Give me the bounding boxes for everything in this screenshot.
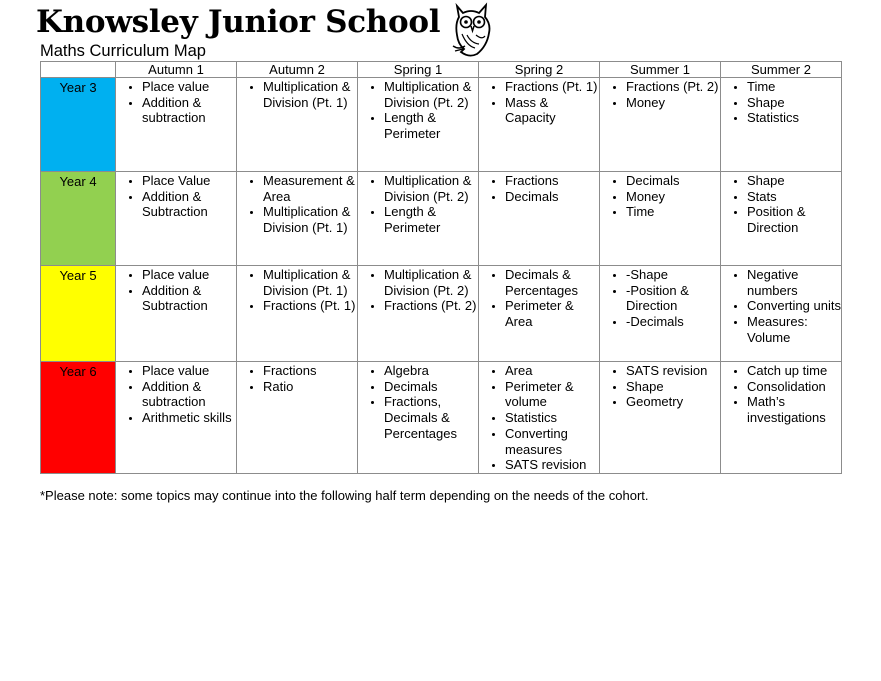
column-header: Spring 1 [358,62,479,78]
column-header [41,62,116,78]
term-cell [600,78,721,172]
term-cell [600,172,721,266]
topic-item: • SATS revision [505,457,599,473]
topic-item: • Math’s investigations [747,394,841,425]
topic-list [600,172,720,220]
topic-item: • -Shape [626,267,720,283]
topic-item: • Money [626,95,720,111]
term-cell [358,266,479,362]
topic-item: • Geometry [626,394,720,410]
topic-item: • Decimals [626,173,720,189]
topic-list [600,266,720,330]
page-subtitle: Maths Curriculum Map [40,42,206,60]
topic-list [479,78,599,126]
topic-list [721,172,841,236]
topic-item: • -Decimals [626,314,720,330]
topic-list [358,266,478,314]
topic-item: • Consolidation [747,379,841,395]
topic-item: • Multiplication & Division (Pt. 2) [384,173,478,204]
topic-item: • Algebra [384,363,478,379]
term-cell [721,362,842,474]
topic-list [116,266,236,314]
year-cell: Year 5 [41,266,116,362]
topic-list [479,266,599,330]
topic-item: • Fractions [505,173,599,189]
year-cell: Year 3 [41,78,116,172]
topic-item: • Area [505,363,599,379]
term-cell [721,172,842,266]
term-cell [600,266,721,362]
topic-list [358,362,478,442]
topic-item: • Catch up time [747,363,841,379]
term-cell [600,362,721,474]
term-cell [237,78,358,172]
topic-item: • Measurement & Area [263,173,357,204]
topic-list [600,362,720,410]
term-cell [479,362,600,474]
topic-list [721,266,841,346]
topic-item: • Place value [142,267,236,283]
year-cell: Year 4 [41,172,116,266]
topic-item: • Perimeter & Area [505,298,599,329]
table-row [41,78,842,172]
topic-list [358,172,478,236]
topic-item: • Addition & Subtraction [142,189,236,220]
term-cell [358,172,479,266]
term-cell [116,362,237,474]
topic-item: • Mass & Capacity [505,95,599,126]
year-cell: Year 6 [41,362,116,474]
topic-item: • Fractions [263,363,357,379]
topic-item: • Fractions (Pt. 2) [626,79,720,95]
topic-item: • Decimals [505,189,599,205]
topic-item: • Position & Direction [747,204,841,235]
topic-item: • Shape [747,173,841,189]
topic-list [237,172,357,236]
page-header [36,2,506,62]
term-cell [479,266,600,362]
topic-list [479,362,599,473]
topic-list [721,362,841,426]
curriculum-table [40,61,842,474]
topic-item: • Statistics [505,410,599,426]
topic-item: • Fractions (Pt. 2) [384,298,478,314]
term-cell [358,362,479,474]
topic-item: • Place value [142,363,236,379]
topic-item: • Decimals [384,379,478,395]
term-cell [721,78,842,172]
topic-list [479,172,599,204]
topic-item: • Addition & subtraction [142,95,236,126]
term-cell [479,78,600,172]
topic-item: • Shape [747,95,841,111]
table-row [41,172,842,266]
topic-item: • Place value [142,79,236,95]
topic-item: • Statistics [747,110,841,126]
topic-item: • Length & Perimeter [384,110,478,141]
topic-item: • Multiplication & Division (Pt. 1) [263,267,357,298]
term-cell [358,78,479,172]
topic-item: • Shape [626,379,720,395]
term-cell [237,266,358,362]
topic-list [237,266,357,314]
topic-item: • Addition & Subtraction [142,283,236,314]
topic-item: • Multiplication & Division (Pt. 2) [384,79,478,110]
topic-item: • Multiplication & Division (Pt. 1) [263,79,357,110]
column-header: Spring 2 [479,62,600,78]
term-cell [479,172,600,266]
topic-item: • SATS revision [626,363,720,379]
topic-item: • Arithmetic skills [142,410,236,426]
topic-list [358,78,478,142]
topic-item: • Converting measures [505,426,599,457]
table-row [41,266,842,362]
column-header: Summer 1 [600,62,721,78]
topic-item: • Time [626,204,720,220]
term-cell [721,266,842,362]
topic-list [237,78,357,110]
topic-list [116,362,236,426]
header-row [41,62,842,78]
footnote: *Please note: some topics may continue into the following half term depending on the needs of the cohort. [40,488,649,503]
topic-item: • Fractions, Decimals & Percentages [384,394,478,441]
term-cell [237,362,358,474]
column-header: Autumn 2 [237,62,358,78]
topic-item: • Perimeter & volume [505,379,599,410]
term-cell [237,172,358,266]
topic-item: • Converting units [747,298,841,314]
term-cell [116,266,237,362]
topic-item: • Decimals & Percentages [505,267,599,298]
table-row [41,362,842,474]
topic-item: • Ratio [263,379,357,395]
topic-item: • Length & Perimeter [384,204,478,235]
topic-item: • Multiplication & Division (Pt. 2) [384,267,478,298]
term-cell [116,78,237,172]
school-name: Knowsley Junior School [36,4,441,40]
topic-item: • Measures: Volume [747,314,841,345]
column-header: Summer 2 [721,62,842,78]
topic-item: • Stats [747,189,841,205]
topic-item: • Money [626,189,720,205]
column-header: Autumn 1 [116,62,237,78]
topic-item: • Time [747,79,841,95]
topic-item: • Multiplication & Division (Pt. 1) [263,204,357,235]
topic-list [116,78,236,126]
topic-item: • Addition & subtraction [142,379,236,410]
topic-item: • Negative numbers [747,267,841,298]
topic-list [237,362,357,394]
topic-item: • Place Value [142,173,236,189]
topic-item: • -Position & Direction [626,283,720,314]
topic-list [721,78,841,126]
term-cell [116,172,237,266]
topic-list [116,172,236,220]
owl-icon [449,2,495,58]
topic-item: • Fractions (Pt. 1) [263,298,357,314]
topic-list [600,78,720,110]
topic-item: • Fractions (Pt. 1) [505,79,599,95]
